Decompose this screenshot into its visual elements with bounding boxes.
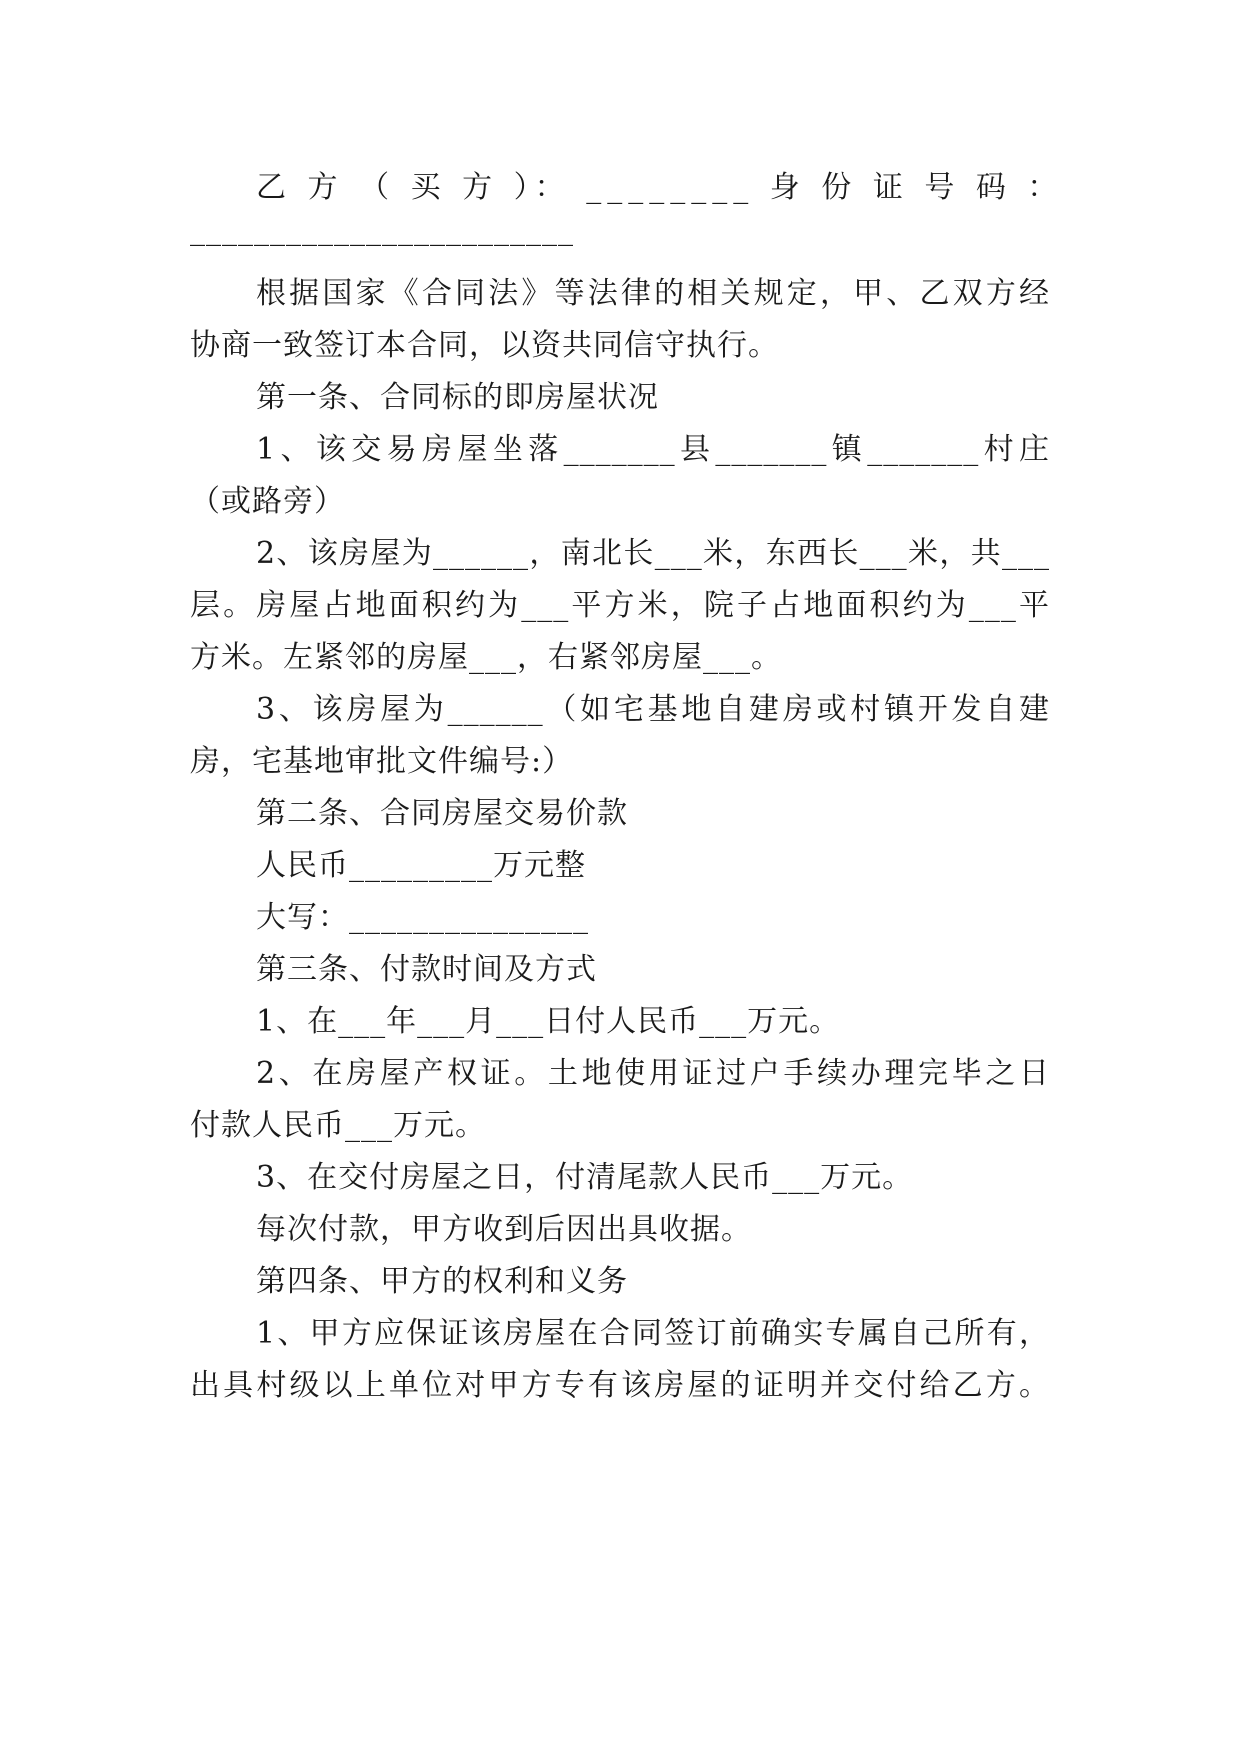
preamble-line-1: 根据国家《合同法》等法律的相关规定，甲、乙双方经 — [256, 276, 1050, 311]
article-3-item-2-line-2: 付款人民币___万元。 — [190, 1108, 486, 1143]
preamble-line-2: 协商一致签订本合同，以资共同信守执行。 — [190, 328, 779, 363]
article-1-item-3-line-1: 3、该房屋为______（如宅基地自建房或村镇开发自建 — [256, 692, 1050, 727]
price-uppercase-line: 大写：_______________ — [256, 900, 589, 935]
article-1-item-2-line-2: 层。房屋占地面积约为___平方米，院子占地面积约为___平 — [190, 588, 1050, 623]
article-1-item-3-line-2: 房，宅基地审批文件编号:） — [190, 744, 574, 779]
article-3-receipt-note: 每次付款，甲方收到后因出具收据。 — [256, 1212, 752, 1247]
article-4-item-1-line-1: 1、甲方应保证该房屋在合同签订前确实专属自己所有， — [256, 1316, 1050, 1351]
article-1-item-1-line-2: （或路旁） — [190, 484, 345, 519]
article-3-heading: 第三条、付款时间及方式 — [256, 952, 597, 987]
party-b-buyer-line: 乙 方 （ 买 方 ）： ________ 身 份 证 号 码 ： — [256, 170, 1064, 205]
article-4-heading: 第四条、甲方的权利和义务 — [256, 1264, 628, 1299]
article-1-heading: 第一条、合同标的即房屋状况 — [256, 380, 659, 415]
article-3-item-3: 3、在交付房屋之日，付清尾款人民币___万元。 — [256, 1160, 914, 1195]
article-4-item-1-line-2: 出具村级以上单位对甲方专有该房屋的证明并交付给乙方。 — [190, 1368, 1050, 1403]
id-number-blank-line: ________________________ — [190, 212, 574, 247]
article-1-item-1-line-1: 1、该交易房屋坐落_______县_______镇_______村庄 — [256, 432, 1050, 467]
article-3-item-1: 1、在___年___月___日付人民币___万元。 — [256, 1004, 841, 1039]
article-3-item-2-line-1: 2、在房屋产权证。土地使用证过户手续办理完毕之日 — [256, 1056, 1050, 1091]
article-1-item-2-line-1: 2、该房屋为______，南北长___米，东西长___米，共___ — [256, 536, 1050, 571]
article-2-heading: 第二条、合同房屋交易价款 — [256, 796, 628, 831]
price-rmb-line: 人民币_________万元整 — [256, 848, 586, 883]
article-1-item-2-line-3: 方米。左紧邻的房屋___，右紧邻房屋___。 — [190, 640, 782, 675]
